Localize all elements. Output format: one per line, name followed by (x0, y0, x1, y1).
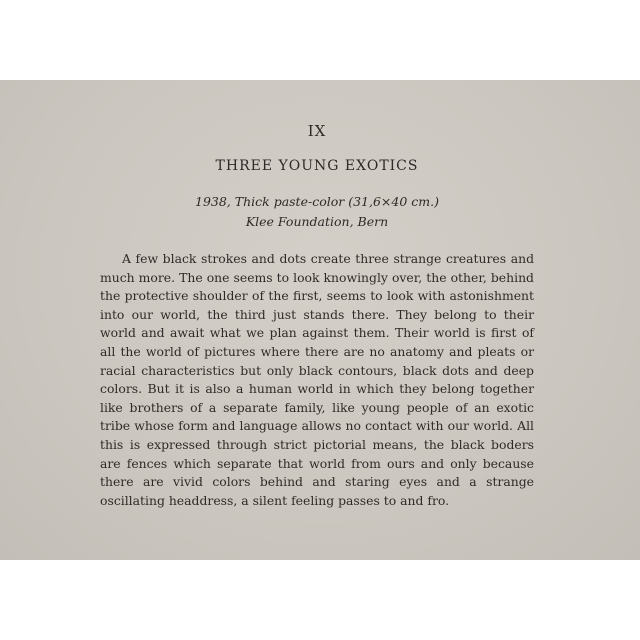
chapter-numeral: IX (307, 122, 327, 140)
chapter-title: THREE YOUNG EXOTICS (215, 158, 419, 174)
body-paragraph: A few black strokes and dots create three strange creatures and much more. The one seems to look knowingly over, the other, behind the protective shoulder of the first, seems to look with astonishment into our world, the third just stands there. They belong to their world and await what we plan against them. Their world is first of all the world of pictures where there are no anatomy and pleats or racial characteristics but only black contours, black dots and deep colors. But it is also a human world in which they belong together like brothers of a separate family, like young people of an exotic tribe whose form and language allows no contact with our world. All this is expressed through strict pictorial means, the black boders are fences which separate that world from ours and only because there are vivid colors behind and staring eyes and a strange oscillating headdress, a silent feeling passes to and fro. (100, 251, 534, 508)
page-content (100, 120, 534, 510)
artwork-date-medium: 1938, Thick paste-color (31,6×40 cm.) (195, 194, 439, 209)
artwork-collection: Klee Foundation, Bern (245, 214, 389, 229)
book-page (0, 80, 640, 560)
